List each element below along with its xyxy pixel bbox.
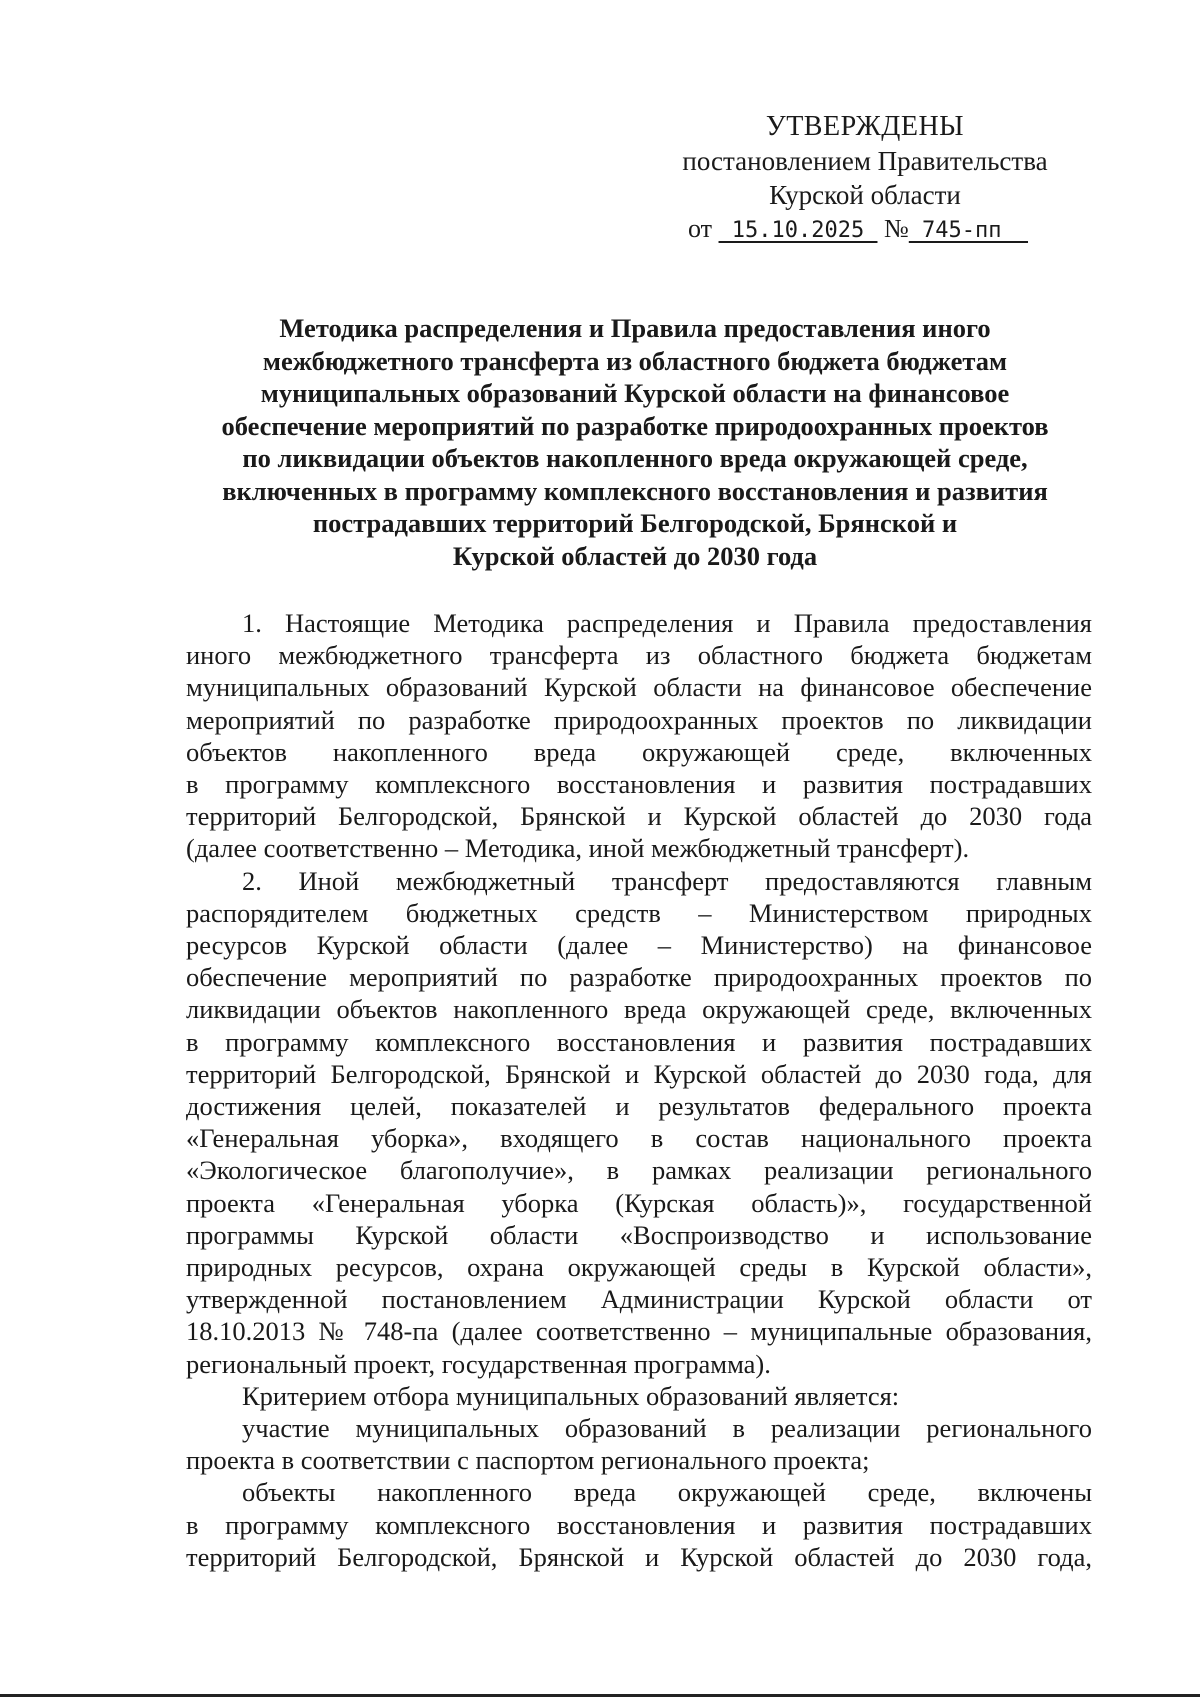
date-prefix: от <box>688 214 713 243</box>
body-line: «Экологическое благополучие», в рамках реализации регионального <box>186 1155 1092 1186</box>
title-line: пострадавших территорий Белгородской, Брянской и <box>312 508 958 538</box>
body-line: (далее соответственно – Методика, иной межбюджетный трансферт). <box>186 833 970 864</box>
body-line: в программу комплексного восстановления и развития пострадавших <box>186 769 1092 800</box>
body-line: мероприятий по разработке природоохранных проектов по ликвидации <box>186 704 1092 735</box>
body-line: Критерием отбора муниципальных образований является: <box>242 1380 900 1411</box>
body-line: 1. Настоящие Методика распределения и Правила предоставления <box>242 608 1092 638</box>
body-line: в программу комплексного восстановления и развития пострадавших <box>186 1026 1092 1057</box>
body-line: муниципальных образований Курской области на финансовое обеспечение <box>186 672 1092 703</box>
number-prefix: № <box>883 214 909 243</box>
body-line: программы Курской области «Воспроизводство и использование <box>186 1219 1092 1250</box>
title-line: включенных в программу комплексного восстановления и развития <box>222 475 1048 506</box>
document-title <box>180 312 1090 572</box>
title-line: Методика распределения и Правила предоставления иного <box>279 313 991 343</box>
body-line: 18.10.2013 № 748-па (далее соответственно – муниципальные образования, <box>186 1316 1092 1347</box>
title-line: межбюджетного трансферта из областного бюджета бюджетам <box>262 345 1008 376</box>
body-line: территорий Белгородской, Брянской и Курской областей до 2030 года, для <box>186 1058 1092 1089</box>
body-line: объектов накопленного вреда окружающей среде, включенных <box>186 736 1092 767</box>
document-body <box>186 607 1092 1573</box>
body-line: иного межбюджетного трансферта из областного бюджета бюджетам <box>186 640 1092 671</box>
date-field: 15.10.2025 <box>718 218 878 243</box>
body-line: ресурсов Курской области (далее – Министерство) на финансовое <box>186 930 1092 961</box>
body-line: объекты накопленного вреда окружающей среде, включены <box>242 1477 1092 1508</box>
title-line: Курской областей до 2030 года <box>452 540 818 571</box>
body-line: достижения целей, показателей и результатов федерального проекта <box>186 1091 1092 1122</box>
body-line: обеспечение мероприятий по разработке природоохранных проектов по <box>186 962 1092 993</box>
body-line: распорядителем бюджетных средств – Министерством природных <box>186 897 1092 928</box>
body-line: проекта «Генеральная уборка (Курская область)», государственной <box>186 1187 1092 1218</box>
body-line: утвержденной постановлением Администрации Курской области от <box>186 1284 1092 1315</box>
body-line: 2. Иной межбюджетный трансферт предоставляются главным <box>242 865 1092 896</box>
title-line: муниципальных образований Курской области на финансовое <box>260 378 1010 408</box>
title-line: по ликвидации объектов накопленного вреда окружающей среде, <box>242 443 1028 473</box>
body-line: территорий Белгородской, Брянской и Курской областей до 2030 года <box>186 801 1092 832</box>
body-line: проекта в соответствии с паспортом регионального проекта; <box>186 1445 870 1476</box>
page-bottom-edge <box>0 1694 1200 1697</box>
body-line: «Генеральная уборка», входящего в состав национального проекта <box>186 1123 1092 1154</box>
body-line: природных ресурсов, охрана окружающей среды в Курской области», <box>186 1252 1092 1283</box>
approval-title: УТВЕРЖДЕНЫ <box>765 111 965 142</box>
approval-line-1: постановлением Правительства <box>682 146 1048 176</box>
body-line: территорий Белгородской, Брянской и Курской областей до 2030 года, <box>186 1541 1092 1572</box>
body-line: участие муниципальных образований в реализации регионального <box>242 1413 1092 1444</box>
approval-line-2: Курской области <box>769 180 961 210</box>
body-line: ликвидации объектов накопленного вреда окружающей среде, включенных <box>186 994 1092 1025</box>
body-line: региональный проект, государственная программа). <box>186 1348 771 1379</box>
title-line: обеспечение мероприятий по разработке природоохранных проектов <box>221 410 1049 441</box>
number-field: 745-пп <box>908 218 1029 243</box>
approval-date-line <box>640 212 1090 248</box>
body-line: в программу комплексного восстановления и развития пострадавших <box>186 1509 1092 1540</box>
approval-stamp <box>640 110 1090 248</box>
